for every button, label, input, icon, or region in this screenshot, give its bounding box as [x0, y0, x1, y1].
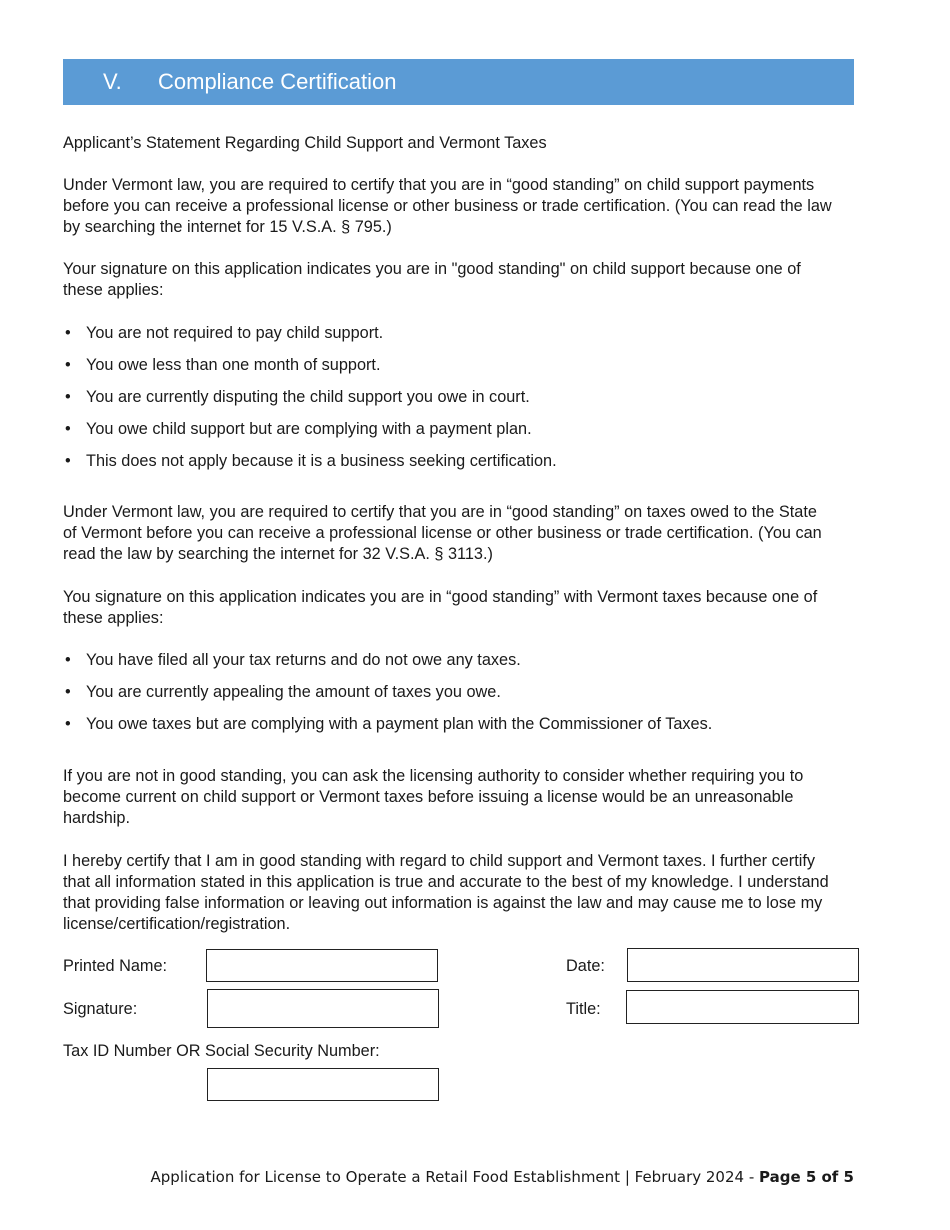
list-item: • You owe less than one month of support.	[65, 356, 381, 374]
title-label: Title:	[566, 1000, 601, 1018]
tax-id-label: Tax ID Number OR Social Security Number:	[63, 1042, 380, 1060]
list-item: • You have filed all your tax returns and do not owe any taxes.	[65, 651, 521, 669]
date-label: Date:	[566, 957, 605, 975]
page-footer	[151, 1168, 854, 1186]
certify-text: I hereby certify that I am in good standing with regard to child support and Vermont taxes. I further certify that all information stated in this application is true and accurate to the best of my knowledge. I understand that providing false information or leaving out information is against the law and may cause me to lose my license/certification/registration.	[63, 852, 829, 933]
footer-text: Application for License to Operate a Retail Food Establishment | February 2024 -	[150, 1168, 759, 1186]
section-header	[63, 59, 854, 105]
taxes-law-text: Under Vermont law, you are required to certify that you are in “good standing” on taxes owed to the State of Vermont before you can receive a professional license or other business or trade certification. (You can read the law by searching the internet for 32 V.S.A. § 3113.)	[63, 503, 822, 563]
signature-label: Signature:	[63, 1000, 138, 1018]
section-title: Compliance Certification	[158, 69, 397, 94]
intro-heading: Applicant’s Statement Regarding Child Support and Vermont Taxes	[63, 134, 547, 152]
taxes-options-list	[63, 650, 833, 746]
tax-id-field[interactable]	[207, 1068, 439, 1101]
child-support-signature-text: Your signature on this application indicates you are in "good standing" on child support because one of these applies:	[63, 260, 801, 299]
taxes-signature-text: You signature on this application indicates you are in “good standing” with Vermont taxes because one of these applies:	[63, 588, 818, 627]
date-field[interactable]	[627, 948, 859, 982]
child-support-law-text: Under Vermont law, you are required to certify that you are in “good standing” on child support payments before you can receive a professional license or other business or trade certification. (You can read the law by searching the internet for 15 V.S.A. § 795.)	[63, 176, 832, 236]
child-support-options-list	[63, 323, 833, 483]
printed-name-label: Printed Name:	[63, 957, 168, 975]
list-item: • You owe taxes but are complying with a payment plan with the Commissioner of Taxes.	[65, 715, 713, 733]
printed-name-field[interactable]	[206, 949, 438, 982]
list-item: • This does not apply because it is a business seeking certification.	[65, 452, 557, 470]
page-number: Page 5 of 5	[759, 1168, 854, 1186]
title-field[interactable]	[626, 990, 859, 1024]
list-item: • You are currently appealing the amount of taxes you owe.	[65, 683, 501, 701]
signature-field[interactable]	[207, 989, 439, 1028]
list-item: • You are not required to pay child support.	[65, 324, 384, 342]
section-number: V.	[103, 69, 122, 94]
list-item: • You owe child support but are complying with a payment plan.	[65, 420, 532, 438]
hardship-text: If you are not in good standing, you can ask the licensing authority to consider whether requiring you to become current on child support or Vermont taxes before issuing a license would be an unreasonable hardship.	[63, 767, 804, 827]
list-item: • You are currently disputing the child support you owe in court.	[65, 388, 530, 406]
